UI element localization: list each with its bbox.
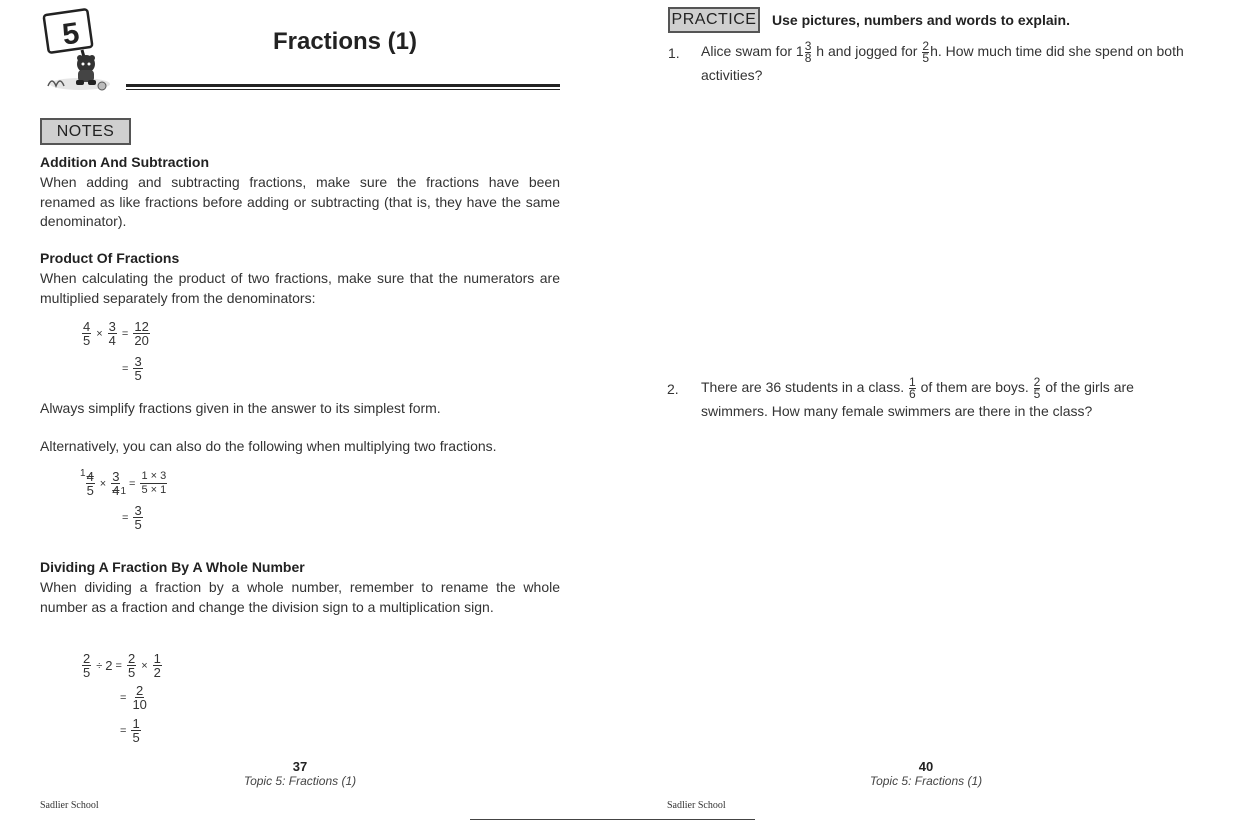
fraction: $\frac{2}{5}$ bbox=[1033, 374, 1041, 401]
right-page bbox=[620, 0, 1233, 822]
fraction: $\frac{3}{5}$ bbox=[134, 354, 142, 383]
question-text: Alice swam for 1 $\frac{3}{8}$ h and jogged for $\frac{2}{5}$ h. How much time did she spend on both activities? bbox=[701, 38, 1184, 83]
divide-example-line2: = $\frac{2}{10}$ bbox=[120, 683, 147, 712]
fraction: $\frac{4}{5}$ bbox=[83, 319, 91, 348]
practice-label: PRACTICE bbox=[668, 7, 760, 33]
topic-footer: Topic 5: Fractions (1) bbox=[869, 774, 983, 788]
cancel-example-line1: 1 $\frac{4}{5}$ × $\frac{3}{4}$ 1 = $\frac{1 \times 3}{5 \times 1}$ bbox=[80, 468, 167, 498]
product-example-line2: = $\frac{3}{5}$ bbox=[122, 354, 142, 383]
divide-example-line1: $\frac{2}{5}$ ÷ 2 = $\frac{2}{5}$ × $\frac{1}{2}$ bbox=[83, 651, 161, 680]
fraction: $\frac{1}{5}$ bbox=[132, 716, 140, 745]
notes-label: NOTES bbox=[40, 118, 131, 145]
chapter-badge bbox=[42, 6, 114, 92]
fraction: $\frac{12}{20}$ bbox=[134, 319, 149, 348]
fraction: $\frac{2}{10}$ bbox=[132, 683, 147, 712]
topic-footer: Topic 5: Fractions (1) bbox=[243, 774, 357, 788]
mascot-icon bbox=[42, 6, 114, 92]
alternative-text: Alternatively, you can also do the following when multiplying two fractions. bbox=[40, 438, 497, 454]
fraction: $\frac{1}{6}$ bbox=[909, 374, 916, 401]
question-number: 2. bbox=[667, 381, 679, 397]
publisher-footer: Sadlier School bbox=[40, 800, 99, 811]
addition-text: When adding and subtracting fractions, make sure the fractions have been renamed as like fractions before adding or subtracting (that is, they have the same denominator). bbox=[40, 174, 560, 229]
fraction: $\frac{3}{5}$ bbox=[134, 503, 142, 532]
fraction: $\frac{3}{4}$ bbox=[112, 469, 120, 498]
dividing-text: When dividing a fraction by a whole number, remember to rename the whole number as a fraction and change the division sign to a multiplication sign. bbox=[40, 579, 560, 615]
practice-instruction: Use pictures, numbers and words to explain. bbox=[772, 12, 1070, 28]
page-number: 40 bbox=[918, 759, 934, 774]
product-text: When calculating the product of two fractions, make sure that the numerators are multiplied separately from the denominators: bbox=[40, 270, 560, 306]
product-example-line1: $\frac{4}{5}$ × $\frac{3}{4}$ = $\frac{12}{20}$ bbox=[83, 319, 149, 348]
fraction: $\frac{2}{5}$ bbox=[127, 651, 136, 680]
page-number: 37 bbox=[292, 759, 308, 774]
title-rule-thin bbox=[126, 89, 560, 90]
product-heading: Product Of Fractions bbox=[40, 250, 180, 266]
dividing-heading: Dividing A Fraction By A Whole Number bbox=[40, 559, 305, 575]
bottom-divider bbox=[470, 819, 755, 820]
fraction: $\frac{2}{5}$ bbox=[922, 38, 930, 65]
left-page bbox=[0, 0, 600, 822]
simplify-text: Always simplify fractions given in the answer to its simplest form. bbox=[40, 400, 441, 416]
title-rule bbox=[126, 84, 560, 87]
cancel-example-line2: = $\frac{3}{5}$ bbox=[122, 503, 142, 532]
divide-example-line3: = $\frac{1}{5}$ bbox=[120, 716, 140, 745]
question-number: 1. bbox=[668, 45, 680, 61]
publisher-footer: Sadlier School bbox=[667, 800, 726, 811]
fraction: $\frac{1 \times 3}{5 \times 1}$ bbox=[141, 470, 167, 496]
fraction: $\frac{4}{5}$ bbox=[86, 469, 94, 498]
question-text: There are 36 students in a class. $\frac{1}{6}$ of them are boys. $\frac{2}{5}$ of the girls are swimmers. How many female swimmers are there in the class? bbox=[701, 374, 1134, 419]
fraction: $\frac{2}{5}$ bbox=[83, 651, 91, 680]
fraction: $\frac{3}{4}$ bbox=[108, 319, 116, 348]
addition-heading: Addition And Subtraction bbox=[40, 154, 210, 170]
fraction: $\frac{3}{8}$ bbox=[804, 38, 812, 65]
fraction: $\frac{1}{2}$ bbox=[153, 651, 161, 680]
chapter-number: 5 bbox=[60, 16, 82, 52]
page-title: Fractions (1) bbox=[272, 28, 418, 55]
